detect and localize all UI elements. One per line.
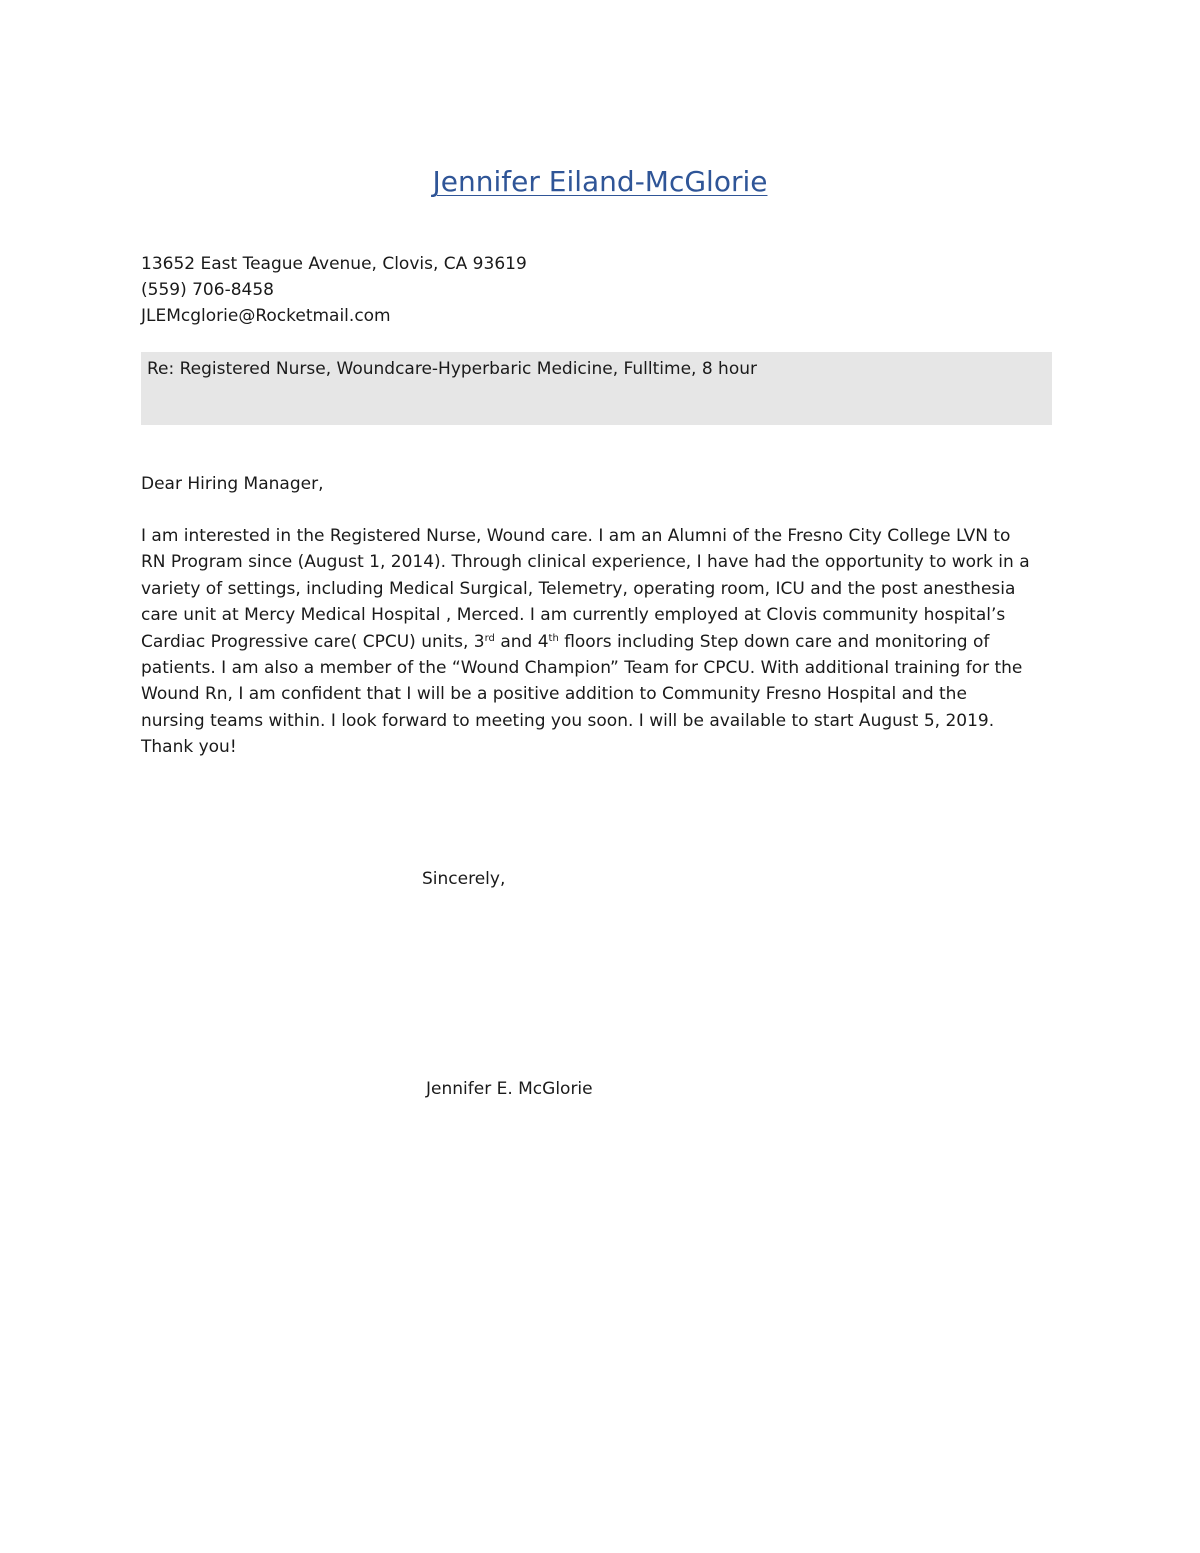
letter-body [141, 523, 1061, 761]
applicant-name-heading: Jennifer Eiland-McGlorie [432, 165, 768, 198]
salutation: Dear Hiring Manager, [141, 474, 324, 494]
body-line: I am interested in the Registered Nurse, Wound care. I am an Alumni of the Fresno City College LVN to [141, 526, 1011, 546]
body-line: Wound Rn, I am confident that I will be a positive addition to Community Fresno Hospital and the [141, 684, 967, 705]
subject-line: Re: Registered Nurse, Woundcare-Hyperbaric Medicine, Fulltime, 8 hour [147, 359, 757, 379]
phone-line: (559) 706-8458 [141, 280, 274, 300]
subject-box [141, 352, 1052, 425]
ordinal-suffix: th [548, 632, 559, 644]
signature-name: Jennifer E. McGlorie [426, 1079, 593, 1099]
body-text-segment: floors including Step down care and monitoring of [558, 631, 990, 652]
contact-block [141, 251, 527, 329]
body-line: patients. I am also a member of the “Wound Champion” Team for CPCU. With additional training for the [141, 658, 1023, 679]
body-line: variety of settings, including Medical Surgical, Telemetry, operating room, ICU and the post anesthesia [141, 578, 1016, 599]
email-line: JLEMcglorie@Rocketmail.com [141, 306, 391, 326]
body-text-segment: Cardiac Progressive care( CPCU) units, 3 [141, 631, 485, 652]
closing: Sincerely, [422, 869, 506, 889]
body-line: nursing teams within. I look forward to meeting you soon. I will be available to start August 5, 2019. [141, 710, 995, 731]
body-text-segment: and 4 [494, 631, 549, 652]
body-line: care unit at Mercy Medical Hospital , Merced. I am currently employed at Clovis community hospital’s [141, 605, 1006, 626]
body-line: Thank you! [141, 737, 237, 758]
body-line: RN Program since (August 1, 2014). Through clinical experience, I have had the opportunity to work in a [141, 552, 1030, 573]
ordinal-suffix: rd [484, 632, 495, 644]
address-line: 13652 East Teague Avenue, Clovis, CA 93619 [141, 254, 527, 274]
body-line [141, 629, 1061, 655]
